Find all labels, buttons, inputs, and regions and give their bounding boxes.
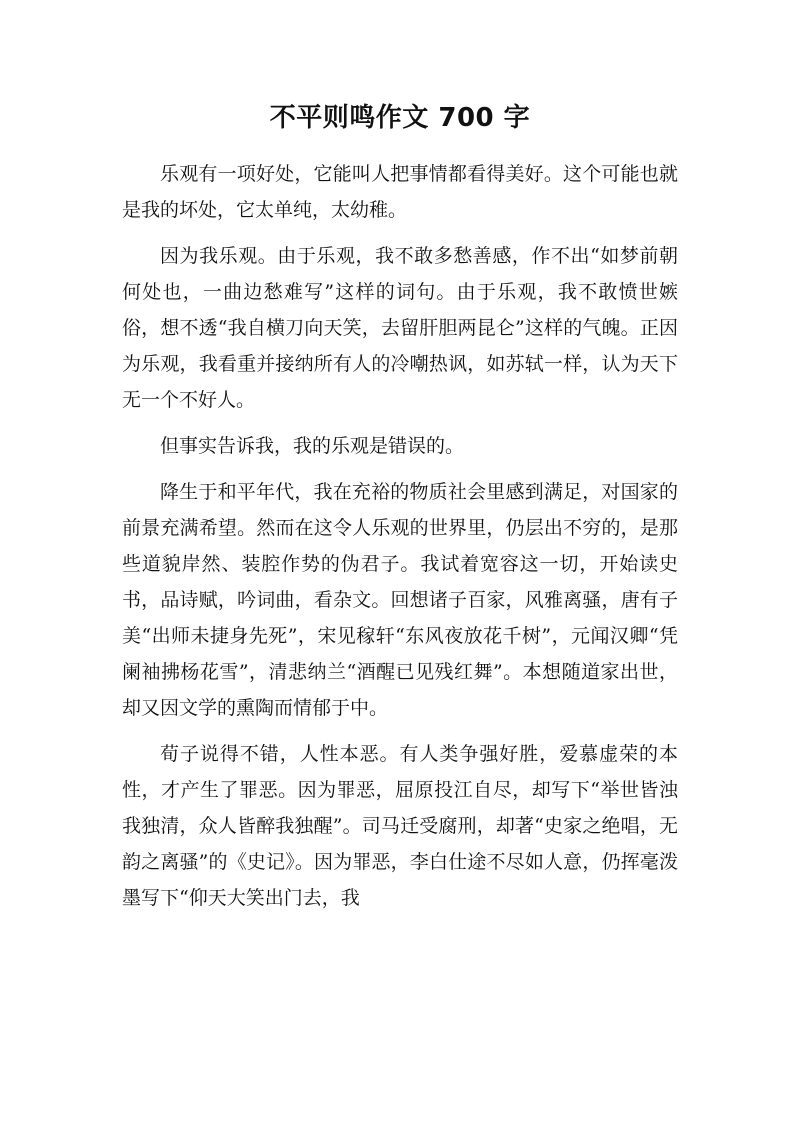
page-title: 不平则鸣作文 700 字 [269,103,531,133]
article-body [122,156,678,916]
paragraph-4: 降生于和平年代，我在充裕的物质社会里感到满足，对国家的前景充满希望。然而在这令人乐观的世界里，仍层出不穷的，是那些道貌岸然、装腔作势的伪君子。我试着宽容这一切，开始读史书，品诗赋，吟词曲，看杂文。回想诸子百家，风雅离骚，唐有子美“出师未捷身先死”，宋见稼轩“东风夜放花千树”，元闻汉卿“凭阑袖拂杨花雪”，清悲纳兰“酒醒已见残红舞”。本想随道家出世，却又因文学的熏陶而情郁于中。 [122,481,678,719]
paragraph-1: 乐观有一项好处，它能叫人把事情都看得美好。这个可能也就是我的坏处，它太单纯，太幼稚。 [122,163,678,221]
paragraph-2: 因为我乐观。由于乐观，我不敢多愁善感，作不出“如梦前朝何处也，一曲边愁难写”这样的词句。由于乐观，我不敢愤世嫉俗，想不透“我自横刀向天笑，去留肝胆两昆仑”这样的气魄。正因为乐观，我看重并接纳所有人的冷嘲热讽，如苏轼一样，认为天下无一个不好人。 [122,245,678,411]
paragraph-3: 但事实告诉我，我的乐观是错误的。 [160,435,465,457]
paragraph-5: 荀子说得不错，人性本恶。有人类争强好胜，爱慕虚荣的本性，才产生了罪恶。因为罪恶，屈原投江自尽，却写下“举世皆浊我独清，众人皆醉我独醒”。司马迁受腐刑，却著“史家之绝唱，无韵之离骚”的《史记》。因为罪恶，李白仕途不尽如人意，仍挥毫泼墨写下“仰天大笑出门去，我 [122,743,678,909]
